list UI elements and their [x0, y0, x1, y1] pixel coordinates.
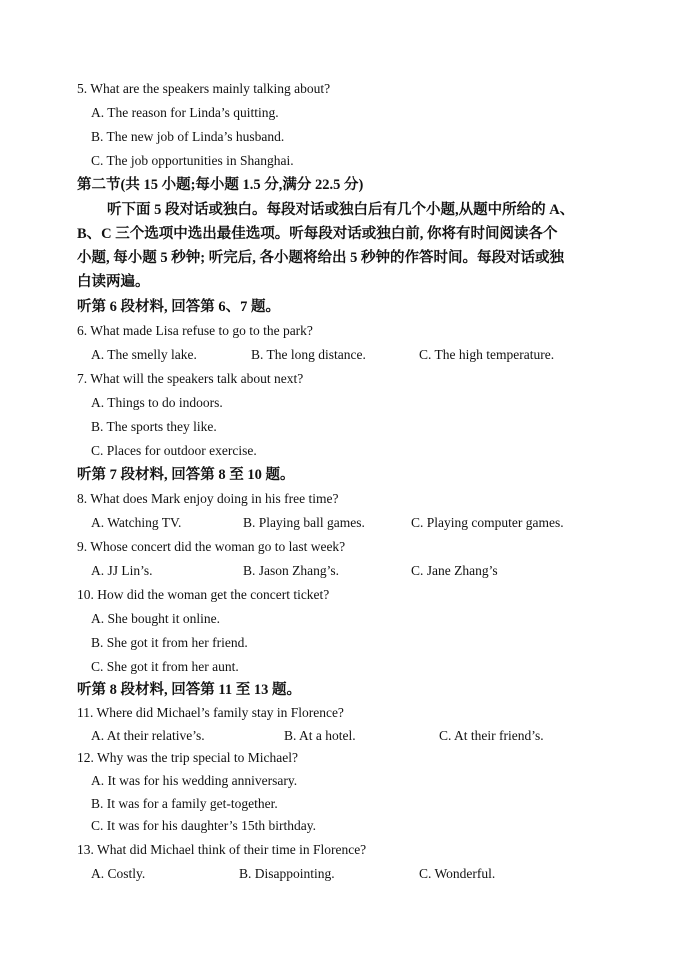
group-7-header: 听第 7 段材料, 回答第 8 至 10 题。 — [77, 467, 295, 483]
q7-option-b: B. The sports they like. — [91, 419, 217, 434]
q10-option-c: C. She got it from her aunt. — [91, 659, 239, 674]
group-8-header: 听第 8 段材料, 回答第 11 至 13 题。 — [77, 682, 301, 698]
q7-option-a: A. Things to do indoors. — [91, 395, 223, 410]
question-8: 8. What does Mark enjoy doing in his free time? — [77, 491, 339, 506]
question-9: 9. Whose concert did the woman go to last week? — [77, 539, 346, 554]
q8-option-b: B. Playing ball games. — [243, 515, 365, 530]
q11-option-c: C. At their friend’s. — [439, 728, 544, 743]
question-12: 12. Why was the trip special to Michael? — [77, 750, 298, 765]
q6-option-b: B. The long distance. — [251, 347, 366, 362]
q12-option-c: C. It was for his daughter’s 15th birthday. — [91, 818, 316, 833]
question-11: 11. Where did Michael’s family stay in Florence? — [77, 705, 344, 720]
group-6-header: 听第 6 段材料, 回答第 6、7 题。 — [77, 299, 280, 315]
section-2-instructions-line-1: 听下面 5 段对话或独白。每段对话或独白后有几个小题,从题中所给的 A、 — [107, 202, 575, 218]
q9-option-b: B. Jason Zhang’s. — [243, 563, 339, 578]
q9-option-c: C. Jane Zhang’s — [411, 563, 498, 578]
q11-option-a: A. At their relative’s. — [91, 728, 205, 743]
section-2-instructions-line-2: B、C 三个选项中选出最佳选项。听每段对话或独白前, 你将有时间阅读各个 — [77, 226, 558, 242]
q9-option-a: A. JJ Lin’s. — [91, 563, 153, 578]
q6-option-c: C. The high temperature. — [419, 347, 555, 362]
q6-option-a: A. The smelly lake. — [91, 347, 197, 362]
section-2-instructions-line-4: 白读两遍。 — [77, 274, 150, 290]
q11-option-b: B. At a hotel. — [284, 728, 356, 743]
q13-option-a: A. Costly. — [91, 866, 146, 881]
q10-option-b: B. She got it from her friend. — [91, 635, 248, 650]
q8-option-a: A. Watching TV. — [91, 515, 182, 530]
section-2-instructions-line-3: 小题, 每小题 5 秒钟; 听完后, 各小题将给出 5 秒钟的作答时间。每段对话或独 — [77, 250, 564, 266]
question-13: 13. What did Michael think of their time in Florence? — [77, 842, 367, 857]
q13-option-c: C. Wonderful. — [419, 866, 496, 881]
q12-option-a: A. It was for his wedding anniversary. — [91, 773, 298, 788]
q5-option-a: A. The reason for Linda’s quitting. — [91, 105, 279, 120]
question-10: 10. How did the woman get the concert ticket? — [77, 587, 330, 602]
q13-option-b: B. Disappointing. — [239, 866, 335, 881]
q5-option-b: B. The new job of Linda’s husband. — [91, 129, 285, 144]
question-6: 6. What made Lisa refuse to go to the park? — [77, 323, 313, 338]
q8-option-c: C. Playing computer games. — [411, 515, 564, 530]
q12-option-b: B. It was for a family get-together. — [91, 796, 278, 811]
section-2-title: 第二节(共 15 小题;每小题 1.5 分,满分 22.5 分) — [77, 177, 364, 193]
q5-option-c: C. The job opportunities in Shanghai. — [91, 153, 294, 168]
q10-option-a: A. She bought it online. — [91, 611, 220, 626]
question-5: 5. What are the speakers mainly talking about? — [77, 81, 331, 96]
question-7: 7. What will the speakers talk about next? — [77, 371, 304, 386]
q7-option-c: C. Places for outdoor exercise. — [91, 443, 257, 458]
